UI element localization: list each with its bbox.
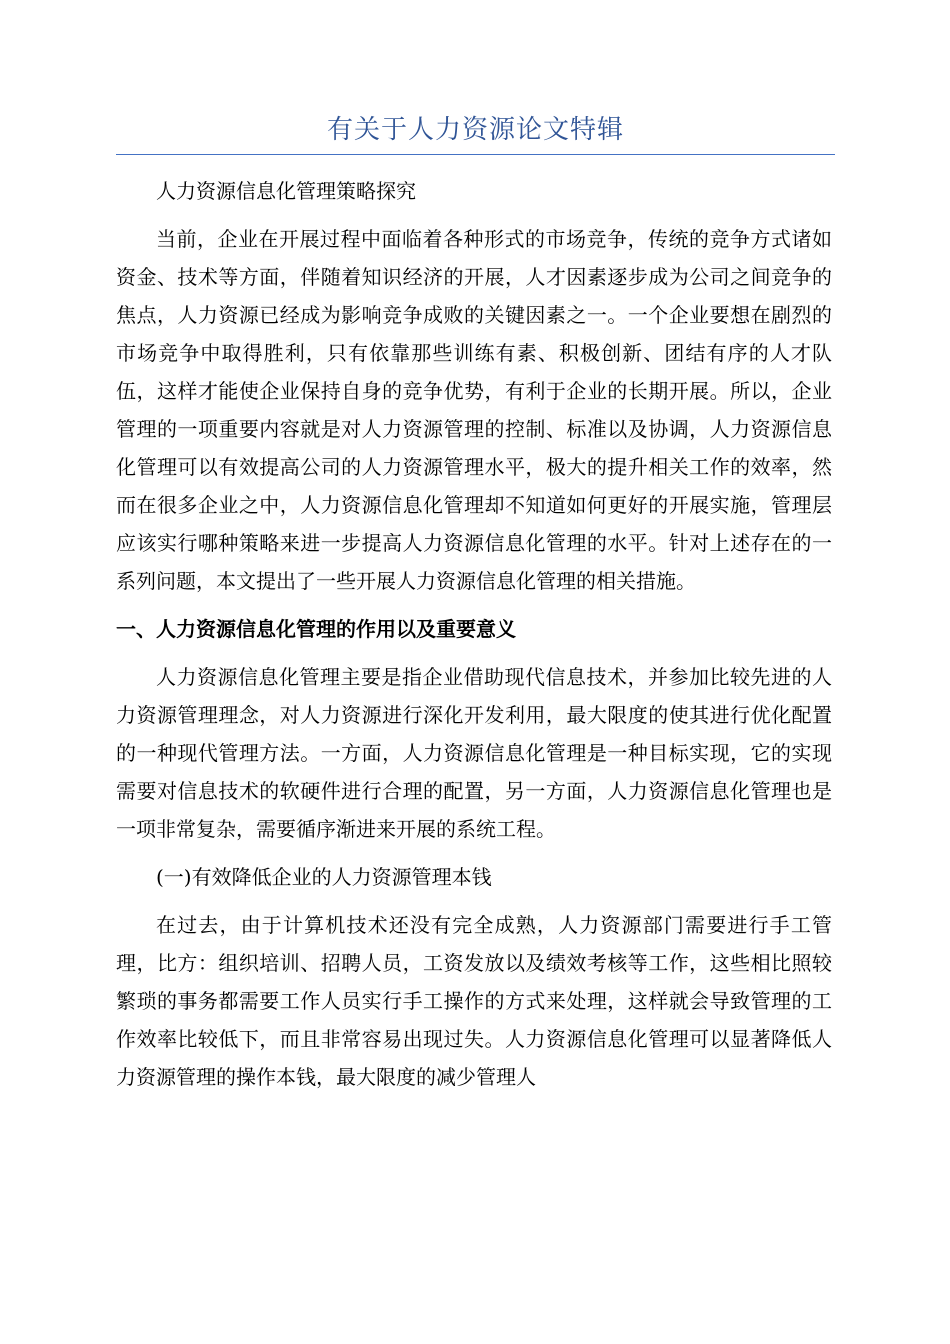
article-subtitle: 人力资源信息化管理策略探究	[156, 179, 416, 203]
document-title: 有关于人力资源论文特辑	[326, 115, 624, 145]
title-underline	[116, 154, 835, 155]
paragraph-definition: 人力资源信息化管理主要是指企业借助现代信息技术，并参加比较先进的人力资源管理理念，对人力资源进行深化开发利用，最大限度的使其进行优化配置的一种现代管理方法。一方面，人力资源信息化管理是一种目标实现，它的实现需要对信息技术的软硬件进行合理的配置，另一方面，人力资源信息化管理也是一项非常复杂，需要循序渐进来开展的系统工程。	[116, 665, 832, 841]
title-block	[116, 110, 835, 155]
paragraph-cost: 在过去，由于计算机技术还没有完全成熟，人力资源部门需要进行手工管理，比方：组织培训、招聘人员，工资发放以及绩效考核等工作，这些相比照较繁琐的事务都需要工作人员实行手工操作的方式来处理，这样就会导致管理的工作效率比较低下，而且非常容易出现过失。人力资源信息化管理可以显著降低人力资源管理的操作本钱，最大限度的减少管理人	[116, 913, 832, 1089]
paragraph-intro: 当前，企业在开展过程中面临着各种形式的市场竞争，传统的竞争方式诸如资金、技术等方面，伴随着知识经济的开展，人才因素逐步成为公司之间竞争的焦点，人力资源已经成为影响竞争成败的关键因素之一。一个企业要想在剧烈的市场竞争中取得胜利，只有依靠那些训练有素、积极创新、团结有序的人才队伍，这样才能使企业保持自身的竞争优势，有利于企业的长期开展。所以，企业管理的一项重要内容就是对人力资源管理的控制、标准以及协调，人力资源信息化管理可以有效提高公司的人力资源管理水平，极大的提升相关工作的效率，然而在很多企业之中，人力资源信息化管理却不知道如何更好的开展实施，管理层应该实行哪种策略来进一步提高人力资源信息化管理的水平。针对上述存在的一系列问题，本文提出了一些开展人力资源信息化管理的相关措施。	[116, 227, 832, 593]
subsection-heading: (一)有效降低企业的人力资源管理本钱	[156, 865, 492, 889]
document-body	[116, 172, 832, 1106]
section-heading: 一、人力资源信息化管理的作用以及重要意义	[116, 617, 516, 641]
